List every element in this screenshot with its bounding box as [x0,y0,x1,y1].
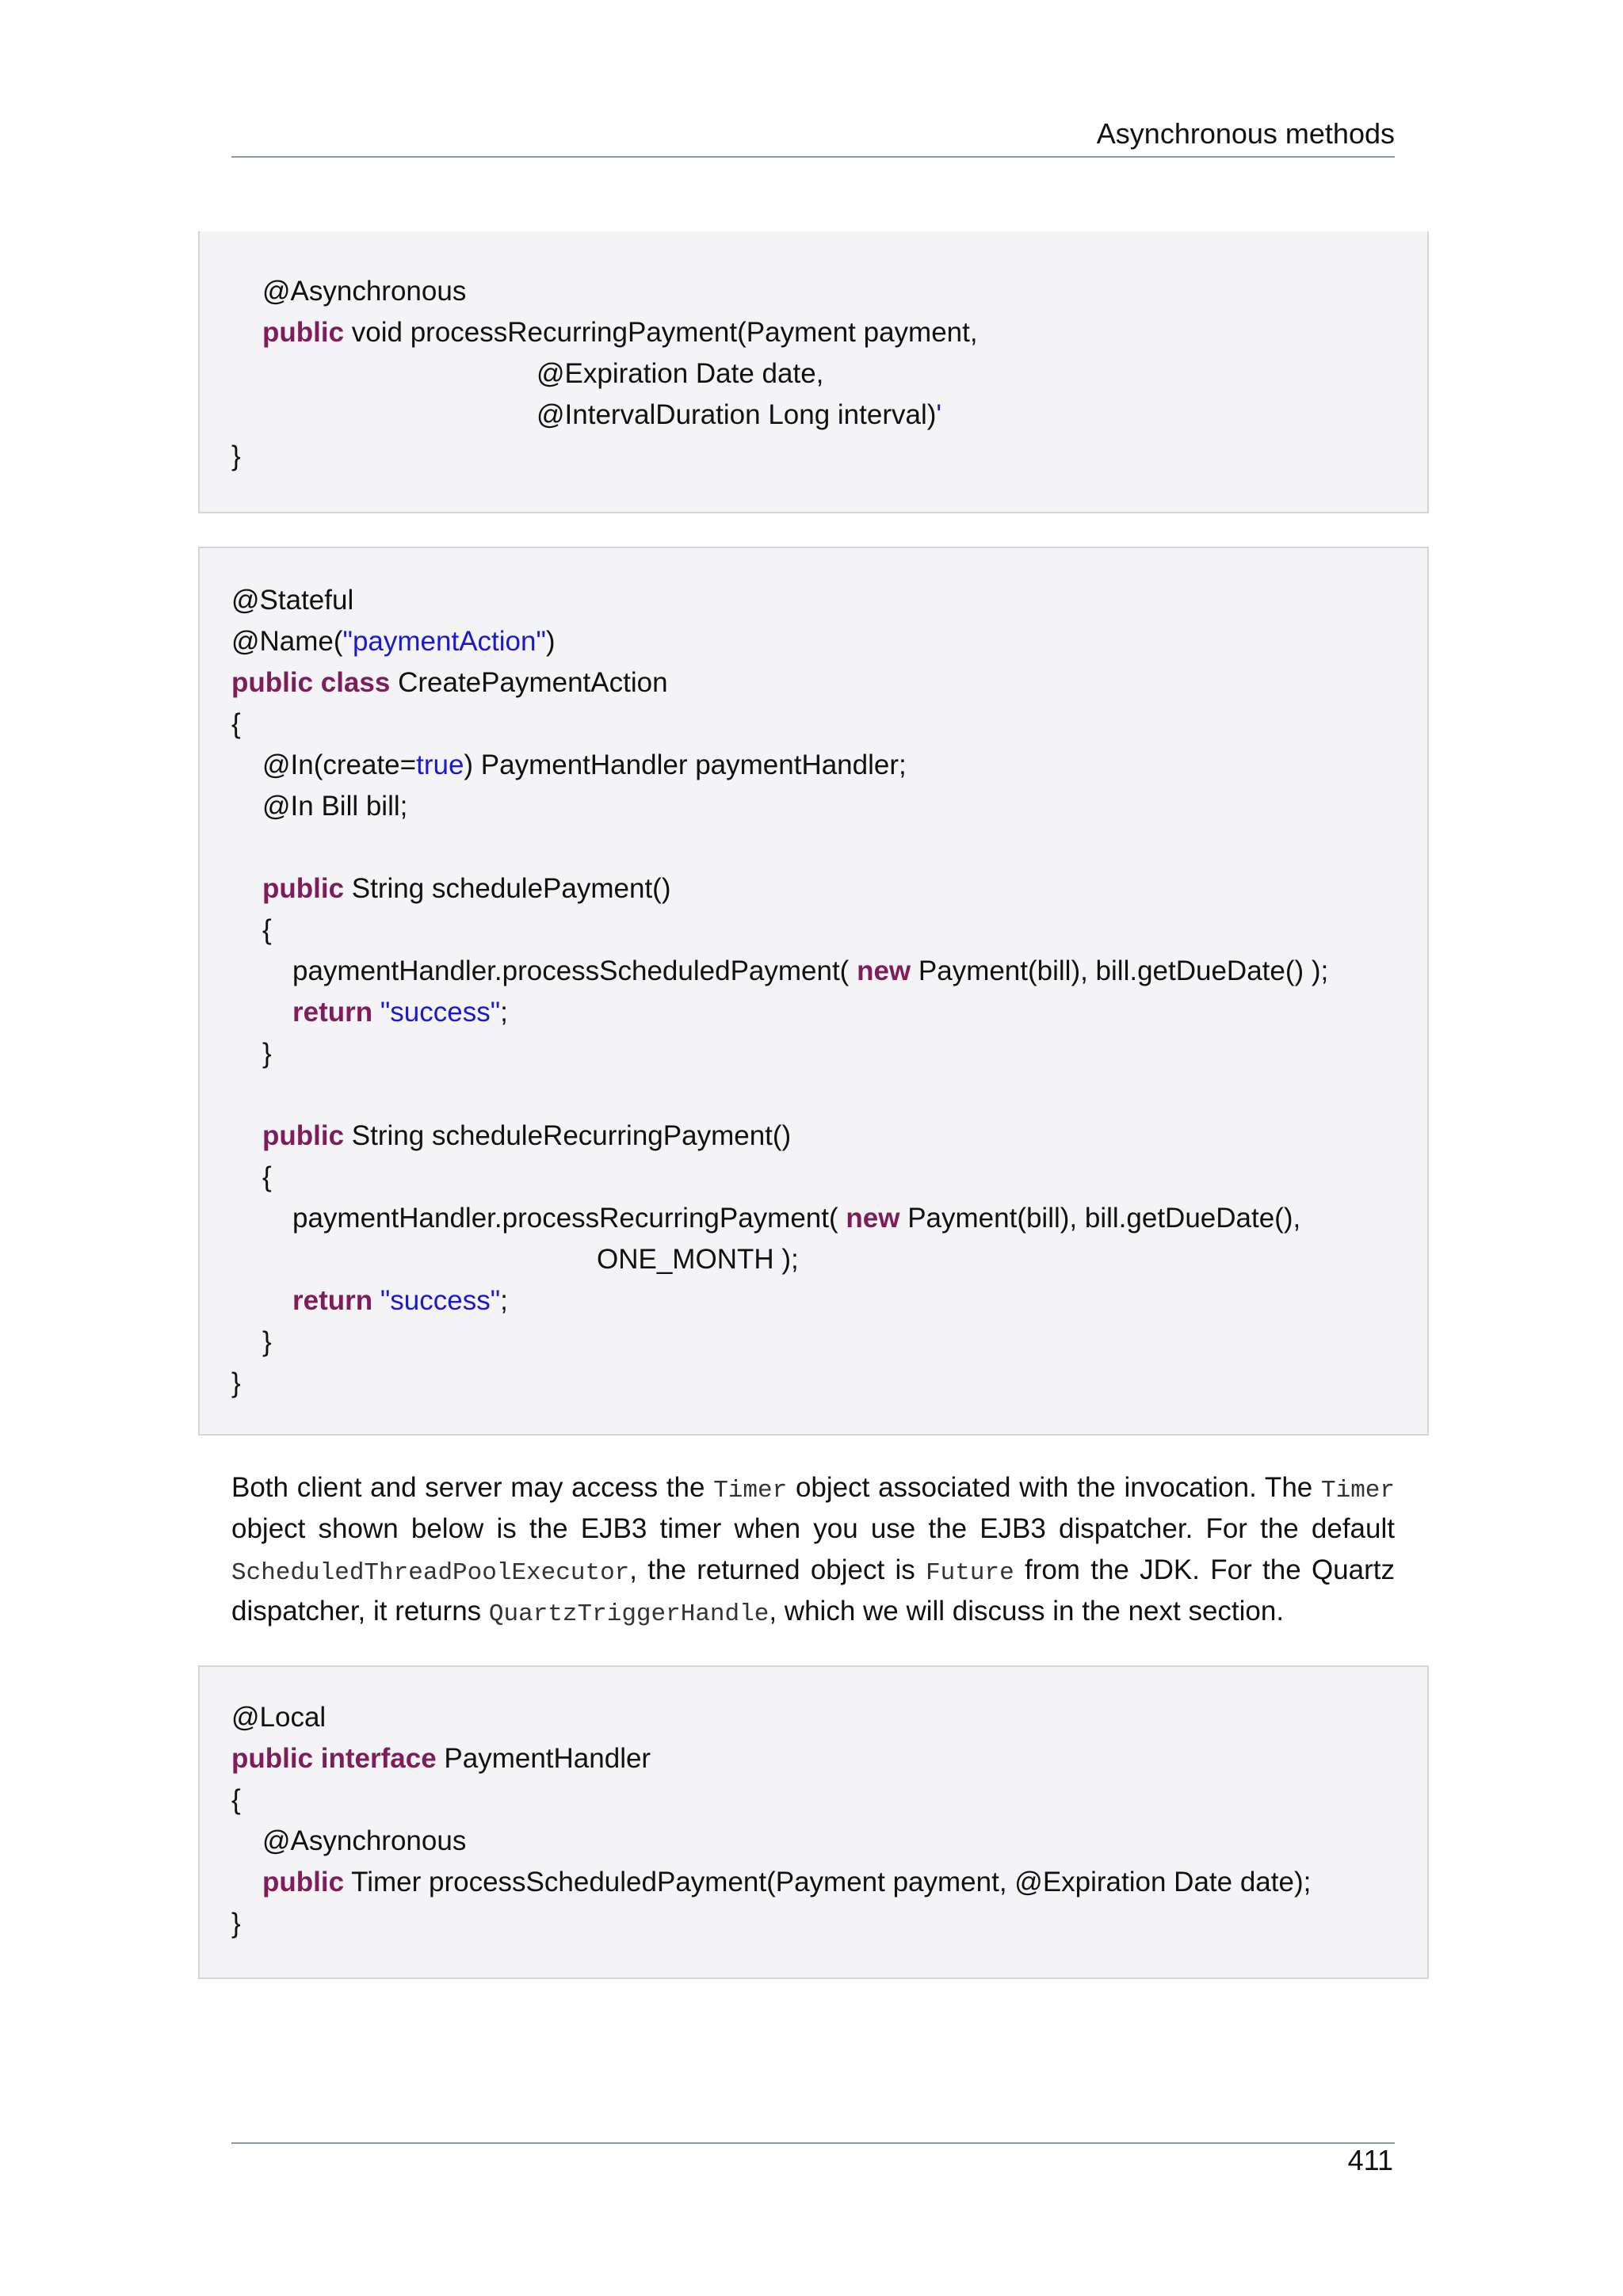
code-text: @In(create= [262,749,417,780]
paragraph-text: object associated with the invocation. The [787,1472,1321,1503]
code-line: @Asynchronous [262,1825,467,1856]
code-line: } [231,1908,241,1939]
code-line [231,1738,651,1779]
code-line [262,1116,791,1157]
code-line [262,745,907,786]
inline-code: QuartzTriggerHandle [488,1600,769,1628]
code-keyword: new [857,955,911,986]
code-line: } [262,1326,272,1357]
code-text: String scheduleRecurringPayment() [344,1120,792,1151]
code-line [231,621,556,662]
paragraph-line [231,1591,1395,1632]
code-keyword: return [292,1285,373,1316]
inline-code: ScheduledThreadPoolExecutor [231,1559,630,1587]
code-line [231,662,668,704]
code-line: } [231,1367,241,1398]
header-divider [231,156,1395,158]
code-line: @Expiration Date date, [537,358,824,389]
paragraph-text: from the JDK. For the Quartz [1014,1554,1395,1585]
paragraph-text: Both client and server may access the [231,1472,714,1503]
code-keyword: public class [231,667,391,698]
paragraph-text: , the returned object is [629,1554,926,1585]
code-line [292,1280,508,1322]
code-text: CreatePaymentAction [390,667,668,698]
code-line: @Stateful [231,585,354,616]
code-line: { [262,914,272,945]
code-text: ) [545,626,556,657]
code-text: Payment(bill), bill.getDueDate() ); [911,955,1329,986]
code-line: @Asynchronous [262,276,467,307]
code-keyword: public interface [231,1743,437,1774]
code-keyword: return [292,997,373,1028]
footer-divider [231,2142,1395,2144]
running-header-title: Asynchronous methods [1096,117,1395,150]
paragraph-text: , which we will discuss in the next section. [769,1596,1285,1627]
code-line [262,1862,1311,1903]
body-paragraph [231,1467,1395,1632]
code-string: ' [936,399,942,430]
code-line: { [231,708,241,739]
code-line: { [262,1161,272,1192]
paragraph-text: dispatcher, it returns [231,1596,489,1627]
code-line [262,312,978,353]
code-keyword: public [262,1867,345,1897]
code-line: } [262,1038,272,1069]
code-keyword: public [262,1120,345,1151]
inline-code: Timer [713,1477,788,1505]
code-line [292,1198,1300,1239]
code-text: ; [500,1285,508,1316]
code-keyword: public [262,873,345,904]
code-keyword: new [846,1203,900,1234]
code-line: @In Bill bill; [262,791,408,822]
code-string: true [416,749,464,780]
code-text: Timer processScheduledPayment(Payment payment, @Expiration Date date); [344,1867,1312,1897]
code-string: "success" [372,997,501,1028]
code-line [292,951,1328,992]
page-number: 411 [1347,2144,1393,2176]
code-text: ) PaymentHandler paymentHandler; [464,749,907,780]
code-string: "success" [372,1285,501,1316]
code-line: @Local [231,1702,327,1733]
code-text: Payment(bill), bill.getDueDate(), [899,1203,1301,1234]
code-line: } [231,441,241,471]
code-string: "paymentAction" [342,626,546,657]
code-text: @Name( [231,626,343,657]
paragraph-line: object shown below is the EJB3 timer when you use the EJB3 dispatcher. For the default [231,1513,1395,1544]
code-text: PaymentHandler [436,1743,651,1774]
inline-code: Future [926,1559,1014,1587]
code-text: @IntervalDuration Long interval) [537,399,937,430]
inline-code: Timer [1320,1477,1395,1505]
code-line: ONE_MONTH ); [597,1244,799,1275]
paragraph-line [231,1467,1395,1508]
code-line [262,868,670,910]
code-text: String schedulePayment() [344,873,671,904]
code-text: paymentHandler.processRecurringPayment( [292,1203,846,1234]
paragraph-line [231,1550,1395,1591]
code-text: void processRecurringPayment(Payment payment, [344,317,978,348]
code-text: paymentHandler.processScheduledPayment( [292,955,857,986]
code-text: ; [500,997,508,1028]
code-line [537,395,941,436]
code-keyword: public [262,317,345,348]
code-line: { [231,1784,241,1815]
code-line [292,992,508,1033]
